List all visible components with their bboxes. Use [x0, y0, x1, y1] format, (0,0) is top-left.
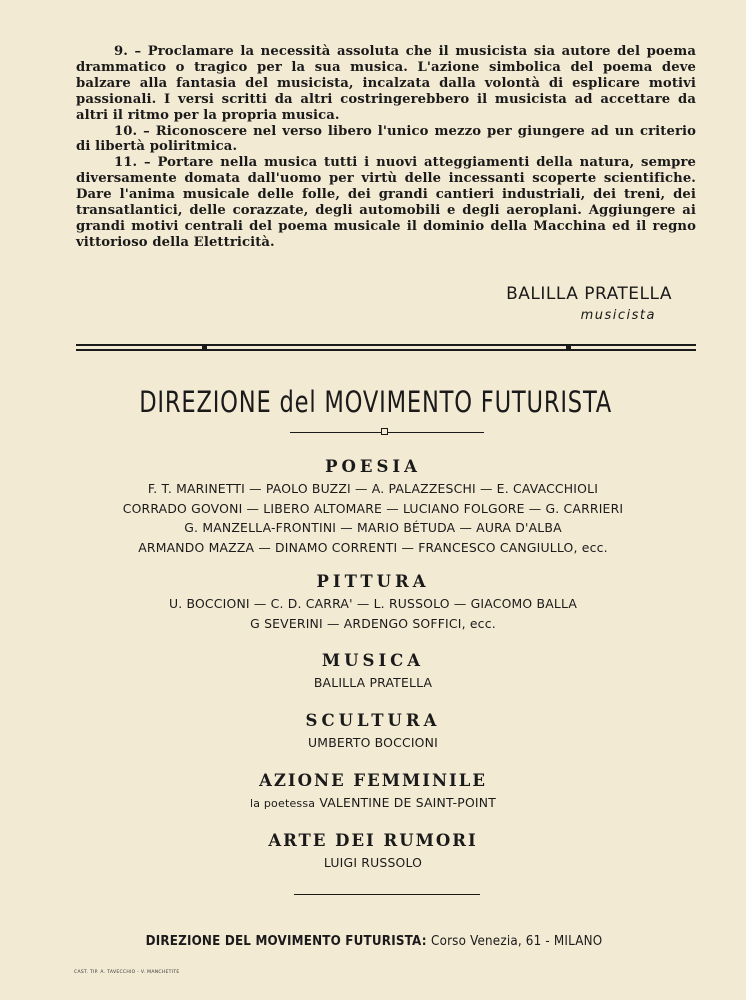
member-line: G. MANZELLA-FRONTINI — MARIO BÉTUDA — AURA D'ALBA	[184, 520, 562, 536]
footer-label: DIREZIONE DEL MOVIMENTO FUTURISTA:	[145, 934, 427, 949]
direction-title: DIREZIONE del MOVIMENTO FUTURISTA	[139, 385, 613, 419]
rule-ornament	[566, 344, 571, 351]
title-underline-ornament	[381, 428, 388, 435]
section-heading: MUSICA	[321, 651, 425, 670]
section-poesia	[0, 457, 746, 557]
member-line: ARMANDO MAZZA — DINAMO CORRENTI — FRANCESCO CANGIULLO, ecc.	[138, 539, 608, 555]
member-line: CORRADO GOVONI — LIBERO ALTOMARE — LUCIANO FOLGORE — G. CARRIERI	[122, 500, 624, 516]
footer-divider	[294, 894, 480, 895]
manifesto-point-11: 11. – Portare nella musica tutti i nuovi atteggiamenti della natura, sempre diversamente domata dall'uomo per virtù delle incessanti scoperte scientifiche. Dare l'anima musicale delle folle, dei grandi cantieri industriali, dei treni, dei transatlantici, delle corazzate, degli automobili e degli aeroplani. Aggiungere ai grandi motivi centrali del poema musicale il dominio della Macchina ed il regno vittorioso della Elettricità.	[76, 155, 696, 250]
member-line: G SEVERINI — ARDENGO SOFFICI, ecc.	[250, 615, 496, 631]
section-members	[0, 853, 746, 873]
member-prefix: la poetessa	[249, 797, 316, 810]
section-heading: AZIONE FEMMINILE	[259, 771, 487, 790]
section-heading: PITTURA	[316, 572, 430, 591]
section-arte-dei-rumori	[0, 831, 746, 873]
rule-ornament	[202, 344, 207, 351]
double-rule-divider	[76, 344, 696, 351]
section-members	[0, 594, 746, 633]
footer-street: Corso Venezia, 61 - MILANO	[431, 934, 603, 949]
section-azione-femminile	[0, 771, 746, 814]
section-members	[0, 733, 746, 753]
section-members	[0, 793, 746, 814]
section-members	[0, 673, 746, 693]
member-line: BALILLA PRATELLA	[313, 675, 433, 690]
manifesto-point-10: 10. – Riconoscere nel verso libero l'unico mezzo per giungere ad un criterio di libertà poliritmica.	[76, 123, 696, 155]
member-line	[0, 793, 746, 814]
section-pittura	[0, 572, 746, 633]
member-line: U. BOCCIONI — C. D. CARRA' — L. RUSSOLO — GIACOMO BALLA	[168, 596, 578, 611]
member-name: VALENTINE DE SAINT-POINT	[319, 795, 497, 810]
manifesto-point-9: 9. – Proclamare la necessità assoluta che il musicista sia autore del poema drammatico o tragico per la sua musica. L'azione simbolica del poema deve balzare alla fantasia del musicista, incalzata dalla volontà di esplicare motivi passionali. I versi scritti da altri costringerebbero il musicista ad accettare da altri il ritmo per la propria musica.	[76, 44, 696, 123]
signature-role: musicista	[580, 308, 656, 323]
section-members	[0, 479, 746, 557]
section-heading: ARTE DEI RUMORI	[268, 831, 478, 850]
member-line: LUIGI RUSSOLO	[323, 855, 423, 870]
printer-imprint: CAST. TIP. A. TAVECCHIO - V. MANCHETITE	[74, 970, 180, 975]
footer-address	[31, 934, 717, 949]
section-heading: SCULTURA	[305, 711, 441, 730]
member-line: UMBERTO BOCCIONI	[308, 735, 438, 750]
signature-name: BALILLA PRATELLA	[506, 284, 672, 304]
section-scultura	[0, 711, 746, 753]
member-line: F. T. MARINETTI — PAOLO BUZZI — A. PALAZZESCHI — E. CAVACCHIOLI	[147, 481, 599, 496]
manifesto-text	[76, 44, 696, 251]
section-heading: POESIA	[325, 457, 421, 476]
section-musica	[0, 651, 746, 693]
